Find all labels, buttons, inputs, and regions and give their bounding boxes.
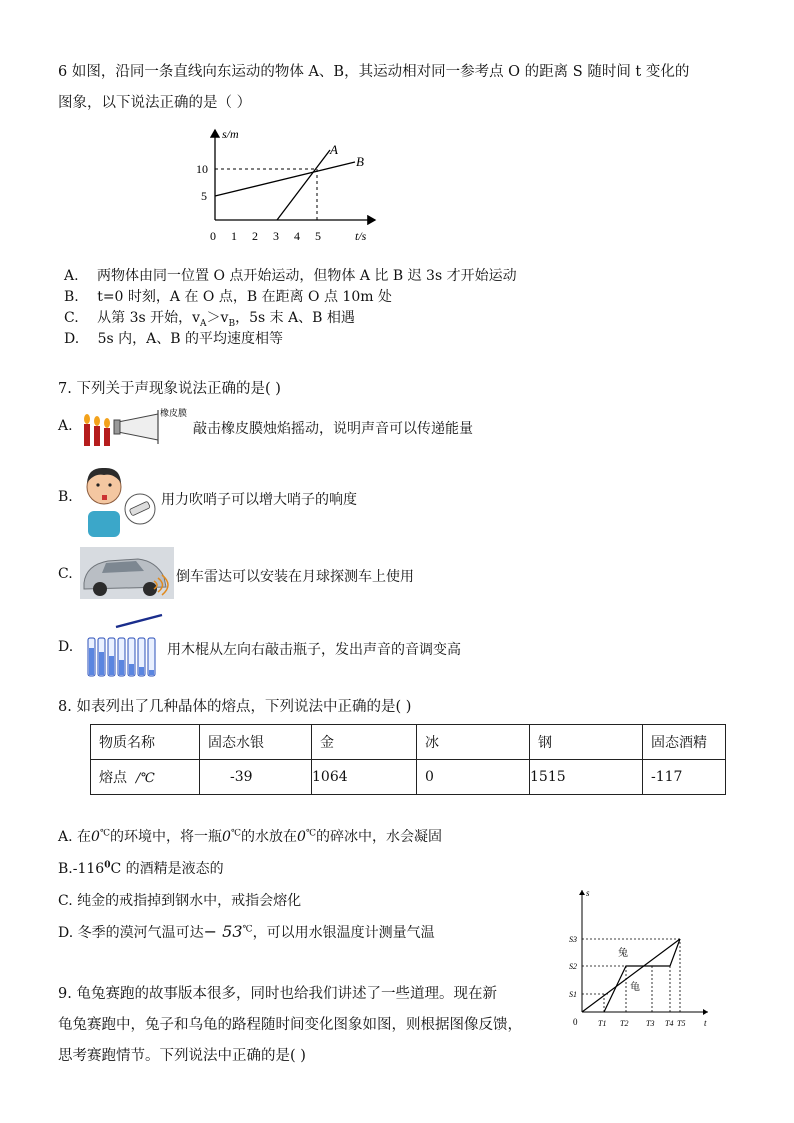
table-cell: 1064 — [312, 760, 417, 795]
table-header-cell: 金 — [312, 725, 417, 760]
label-b: B — [356, 154, 364, 169]
q9-race-graph — [562, 884, 718, 1034]
turtle-label: 龟 — [630, 982, 640, 993]
q6-stem-line1: 6 如图，沿同一条直线向东运动的物体 A、B，其运动相对同一参考点 O 的距离 S 随时间 t 变化的 — [58, 64, 690, 80]
q9-stem-line1: 9. 龟兔赛跑的故事版本很多，同时也给我们讲述了一些道理。现在新 — [58, 986, 497, 1002]
q6-distance-time-graph — [190, 124, 390, 250]
q7-option-b-letter[interactable]: B. — [58, 489, 73, 505]
y-axis-label: s — [586, 888, 590, 898]
option-letter: A. — [64, 268, 79, 284]
q7-option-c-letter[interactable]: C. — [58, 566, 73, 582]
boy-icon — [87, 468, 121, 537]
q7-option-a-text: 敲击橡皮膜烛焰摇动，说明声音可以传递能量 — [193, 421, 473, 437]
car-radar-image — [80, 547, 174, 599]
q8-option-a[interactable]: A. 在0℃的环境中，将一瓶0℃的水放在0℃的碎冰中，水会凝固 — [58, 828, 443, 845]
option-text: t=0 时刻，A 在 O 点，B 在距离 O 点 10m 处 — [97, 289, 392, 305]
q6-stem-line2: 图象，以下说法正确的是（ ） — [58, 95, 252, 111]
table-row-label: 熔点 /℃ — [91, 760, 200, 795]
ytick-s1: S1 — [569, 990, 577, 999]
q7-option-d-text: 用木棍从左向右敲击瓶子，发出声音的音调变高 — [167, 642, 461, 658]
table-row — [91, 760, 726, 795]
stick-icon — [116, 615, 162, 627]
option-letter: C. — [64, 310, 79, 326]
q6-option-a[interactable] — [64, 265, 517, 285]
y-axis-label: s/m — [222, 127, 239, 141]
table-header-row — [91, 725, 726, 760]
ytick-s3: S3 — [569, 935, 577, 944]
xtick-t3: T3 — [646, 1019, 655, 1028]
xtick-2: 2 — [252, 229, 258, 243]
q8-stem: 8. 如表列出了几种晶体的熔点，下列说法中正确的是( ) — [58, 699, 412, 715]
option-letter: B. — [64, 289, 79, 305]
q8-option-c[interactable]: C. 纯金的戒指掉到钢水中，戒指会熔化 — [58, 893, 302, 909]
xtick-t1: T1 — [598, 1019, 607, 1028]
candle-icon — [84, 414, 110, 446]
ytick-10: 10 — [196, 162, 208, 176]
xtick-t2: T2 — [620, 1019, 629, 1028]
table-header-cell: 钢 — [530, 725, 643, 760]
xtick-1: 1 — [231, 229, 237, 243]
xtick-4: 4 — [294, 229, 300, 243]
q8-option-b[interactable]: $B.-116^0C$ 的酒精是液态的 — [58, 860, 224, 877]
ytick-s2: S2 — [569, 962, 577, 971]
table-cell: -39 — [200, 760, 312, 795]
q6-option-d[interactable] — [64, 328, 283, 348]
label-a: A — [330, 142, 338, 157]
option-text: 两物体由同一位置 O 点开始运动，但物体 A 比 B 迟 3s 才开始运动 — [97, 268, 517, 284]
q8-option-d[interactable]: D. 冬季的漠河气温可达− 53℃，可以用水银温度计测量气温 — [58, 922, 435, 941]
whistle-icon — [125, 494, 155, 524]
drum-tube-icon — [114, 410, 158, 444]
line-a — [277, 150, 330, 220]
q7-option-d-letter[interactable]: D. — [58, 639, 74, 655]
q7-option-b-text: 用力吹哨子可以增大哨子的响度 — [161, 492, 357, 508]
line-b — [215, 162, 355, 196]
q6-option-b[interactable] — [64, 286, 392, 306]
bottles-image — [86, 612, 166, 678]
q7-stem: 7. 下列关于声现象说法正确的是( ) — [58, 381, 281, 397]
turtle-line — [582, 939, 680, 1012]
table-cell: -117 — [643, 760, 726, 795]
q7-option-a-letter[interactable]: A. — [58, 418, 73, 434]
option-text: 5s 内，A、B 的平均速度相等 — [97, 331, 284, 347]
table-cell: 0 — [417, 760, 530, 795]
x-axis-label: t/s — [355, 229, 367, 243]
xtick-0: 0 — [210, 229, 216, 243]
rabbit-label: 兔 — [618, 948, 628, 959]
rabbit-line — [604, 939, 680, 1012]
xtick-5: 5 — [315, 229, 321, 243]
table-header-cell: 固态酒精 — [643, 725, 726, 760]
ytick-5: 5 — [201, 189, 207, 203]
option-letter: D. — [64, 331, 80, 347]
melting-point-table — [90, 724, 726, 795]
xtick-t5: T5 — [677, 1019, 686, 1028]
origin-label: 0 — [573, 1017, 578, 1027]
boy-whistle-image — [78, 457, 160, 537]
table-header-cell: 物质名称 — [91, 725, 200, 760]
xtick-t4: T4 — [665, 1019, 674, 1028]
q7-option-c-text: 倒车雷达可以安装在月球探测车上使用 — [176, 569, 414, 585]
table-header-cell: 固态水银 — [200, 725, 312, 760]
table-header-cell: 冰 — [417, 725, 530, 760]
q6-option-c[interactable] — [64, 307, 355, 329]
option-text: 从第 3s 开始，$v_A>v_B$，5s 末 A、B 相遇 — [97, 310, 355, 329]
membrane-label: 橡皮膜 — [160, 408, 188, 418]
q9-stem-line2: 龟兔赛跑中，兔子和乌龟的路程随时间变化图象如图，则根据图像反馈， — [58, 1017, 522, 1033]
q9-stem-line3: 思考赛跑情节。下列说法中正确的是( ) — [58, 1048, 306, 1064]
table-cell: 1515 — [530, 760, 643, 795]
xtick-3: 3 — [273, 229, 279, 243]
candles-drum-image — [80, 404, 192, 448]
x-axis-label: t — [704, 1018, 707, 1028]
